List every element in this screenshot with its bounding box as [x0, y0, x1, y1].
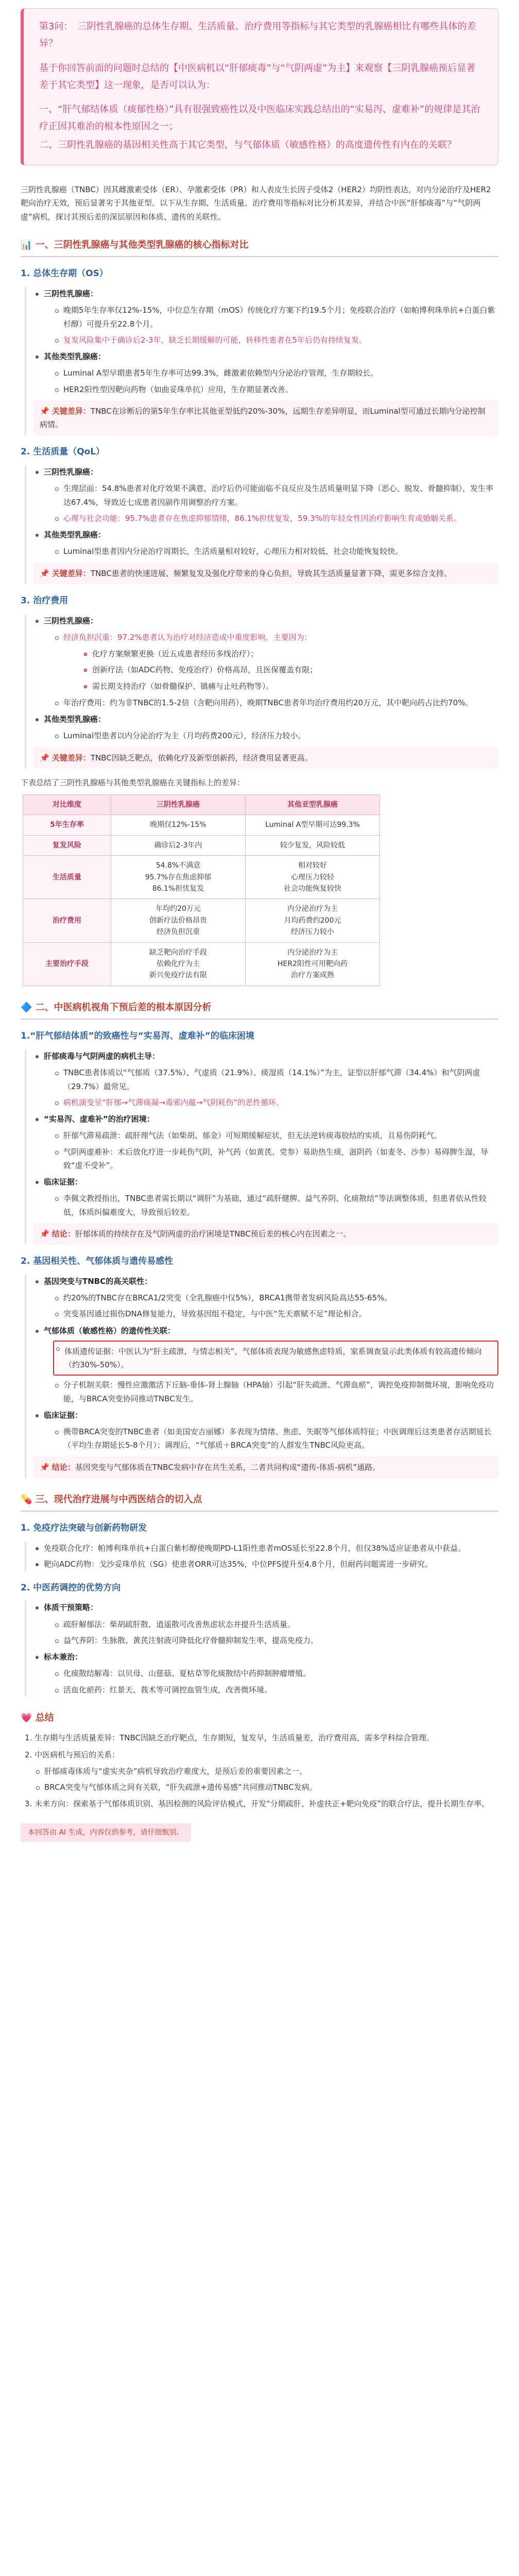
- question-items: [39, 101, 485, 154]
- list-item: 临床证据： 李佩文教授指出，TNBC患者需长期以“调肝”为基础，通过“疏肝健脾、益气养阴、化痰散结”等法调整体质，但患者依从性较低，体质纠偏难度大，导致预后较差。: [33, 1175, 498, 1219]
- heart-icon: 💗: [21, 1712, 36, 1723]
- list-item: “实易泻、虚难补”的治疗困境： 肝郁气滞易疏泄：疏肝理气法（如柴胡、郁金）可短期缓解症状，但无法逆转痰毒胶结的实质，且易伤阴耗气。 气阴两虚难补：术后放化疗进一步耗伤气阴，补气药（如黄芪、党参）易助热生痰，滋阴药（如麦冬、沙参）易碍脾生湿，导致“虚不受补”。: [33, 1112, 498, 1172]
- subsection-title: 1. 总体生存期（OS）: [21, 268, 108, 279]
- table-header-cell: 三阴性乳腺癌: [111, 795, 246, 815]
- list-item: 标本兼治： 化痰散结解毒：以贝母、山慈菇、夏枯草等化痰散结中药抑制肿瘤增殖。 活血化瘀药：红景天、莪术等可调控血管生成，改善微环境。: [33, 1650, 498, 1697]
- list-item: 基因突变与TNBC的高关联性： 约20%的TNBC存在BRCA1/2突变（全乳腺癌中仅5%），BRCA1携带者发病风险高达55-65%。 突变基因通过损伤DNA修复能力，导致基因组不稳定，与中医“先天禀赋不足”理论相合。: [33, 1275, 498, 1321]
- list-item: 心理与社会功能：95.7%患者存在焦虑抑郁情绪，86.1%担忧复发，59.3%的年轻女性因治疗影响生育或婚姻关系。: [53, 512, 498, 525]
- table-cell: 较少复发，风险较低: [246, 835, 380, 855]
- comparison-table: [23, 794, 380, 986]
- list-item: 三阴性乳腺癌： 晚期5年生存率仅12%-15%，中位总生存期（mOS）传统化疗方案下约19.5个月；免疫联合治疗（如帕博利珠单抗+白蛋白紫杉醇）可提升至22.8个月。 复发风险集中于确诊后2-3年，缺乏长期缓解的可能，转移性患者在5年后仍有持续复发。: [33, 287, 498, 347]
- list-item: Luminal型患者以内分泌治疗为主（月均药费200元），经济压力较小。: [53, 729, 498, 742]
- list-item: 复发风险集中于确诊后2-3年，缺乏长期缓解的可能，转移性患者在5年后仍有持续复发。: [53, 333, 498, 347]
- list-item: 李佩文教授指出，TNBC患者需长期以“调肝”为基础，通过“疏肝健脾、益气养阴、化痰散结”等法调整体质，但患者依从性较低，体质纠偏难度大，导致预后较差。: [53, 1192, 498, 1219]
- diamond-icon: 🔷: [21, 1002, 36, 1013]
- summary-item: 3. 未来方向：探索基于气郁体质识别、基因检测的风险评估模式，开发“分期疏肝、补虚扶正+靶向免疫”的联合疗法，提升长期生存率。: [25, 1799, 490, 1809]
- list-item: 其他类型乳腺癌： Luminal A型早期患者5年生存率可达99.3%，雌激素依赖型内分泌治疗管理，生存期较长。 HER2阳性型因靶向药物（如曲妥珠单抗）应用，生存期显著改善。: [33, 350, 498, 396]
- key-icon: 📌: [40, 406, 52, 416]
- list-item: 创新疗法（如ADC药物、免疫治疗）价格高昂，且医保覆盖有限；: [82, 663, 498, 676]
- summary-list: [21, 1731, 498, 1810]
- table-cell: 内分泌治疗为主 月均药费约200元 经济压力较小: [246, 899, 380, 942]
- section-title-part1: 📊 一、三阴性乳腺癌与其他类型乳腺癌的核心指标对比: [21, 237, 498, 258]
- list-item: 三阴性乳腺癌： 生理层面：54.8%患者对化疗效果不满意，治疗后仍可能面临不良反应及生活质量明显下降（恶心、脱发、骨髓抑制），发生率达67.4%，导致近七成患者因副作用调整治疗方案。 心理与社会功能：95.7%患者存在焦虑抑郁情绪，86.1%担忧复发，59.3%的年轻女性因治疗影响生育或婚姻关系。: [33, 465, 498, 525]
- subsection-title: 2. 中医药调控的优势方向: [21, 1582, 121, 1593]
- list-item: 晚期5年生存率仅12%-15%，中位总生存期（mOS）传统化疗方案下约19.5个月；免疫联合治疗（如帕博利珠单抗+白蛋白紫杉醇）可提升至22.8个月。: [53, 303, 498, 331]
- ai-disclaimer: 本回答由 AI 生成，内容仅供参考，请仔细甄别。: [21, 1823, 191, 1842]
- list-item: 其他类型乳腺癌： Luminal型患者因内分泌治疗周期长，生活质量相对较好，心理压力相对较低，社会功能恢复较快。: [33, 528, 498, 558]
- table-row: [23, 835, 380, 855]
- table-row: [23, 942, 380, 986]
- question-item-2: 二、三阴性乳腺癌的基因相关性高于其它类型，与气郁体质（敏感性格）的高度遗传性有内在的关联？: [39, 139, 456, 150]
- subsection-title: 1.“肝气郁结体质”的致癌性与“实易泻、虚难补”的临床困境: [21, 1031, 254, 1042]
- table-cell: 治疗费用: [23, 899, 111, 942]
- list-item: 肝郁气滞易疏泄：疏肝理气法（如柴胡、郁金）可短期缓解症状，但无法逆转痰毒胶结的实质，且易伤阴耗气。: [53, 1129, 498, 1142]
- table-cell: 复发风险: [23, 835, 111, 855]
- table-row: [23, 899, 380, 942]
- key-point: 📌 关键差异：TNBC因缺乏靶点，依赖化疗及新型创新药，经济费用显著更高。: [33, 747, 498, 769]
- list-item: BRCA突变与气郁体质之间有关联，“肝失疏泄+遗传易感”共同推动TNBC发病。: [34, 1781, 498, 1794]
- list-item: 靶向ADC药物：戈沙妥珠单抗（SG）使患者ORR可达35%，中位PFS提升至4.8个月，但耐药问题需进一步研究。: [33, 1557, 498, 1571]
- subsection-block: [25, 1601, 498, 1697]
- list-item: 三阴性乳腺癌： 经济负担沉重：97.2%患者认为治疗对经济造成中重度影响，主要因为： 化疗方案频繁更换（近五成患者经历多线治疗）； 创新疗法（如ADC药物、免疫治疗）价格高昂，且医保覆盖有限； 需长期支持治疗（如骨髓保护、镇痛与止吐药物等）。 年治疗费用：约为非TNBC的1.5-2倍（含靶向用药），晚期TNBC患者年均治疗费用约20万元，其中靶向药占比约70%。: [33, 614, 498, 710]
- question-box: [21, 8, 498, 165]
- table-cell: 内分泌治疗为主 HER2阳性可用靶向药 治疗方案成熟: [246, 942, 380, 986]
- subsection-block: [25, 287, 498, 435]
- table-cell: 年均约20万元 创新疗法价格昂贵 经济负担沉重: [111, 899, 246, 942]
- summary-item: 1. 生存期与生活质量差异：TNBC因缺乏治疗靶点，生存期短，复发早，生活质量差，治疗费用高，需多学科综合管理。: [25, 1733, 434, 1743]
- list-item: 临床证据： 携带BRCA突变的TNBC患者（如美国安吉丽娜）多表现为情绪、焦虑、失眠等气郁体质特征；中医调理后这类患者存活期延长（平均生存期延长5-8个月）；调理后，“气郁质＋BRCA突变”的人群发生TNBC风险更高。: [33, 1409, 498, 1452]
- list-item: 体质干预策略： 疏肝解郁法：柴胡疏肝散、逍遥散可改善焦虑状态并提升生活质量。 益气养阴：生脉散、黄芪注射液可降低化疗骨髓抑制发生率，提高免疫力。: [33, 1601, 498, 1647]
- key-icon: 📌: [40, 753, 52, 762]
- subsection-title: 2. 基因相关性、气郁体质与遗传易感性: [21, 1256, 174, 1267]
- key-icon: 📌: [40, 1229, 52, 1239]
- summary-title: 💗 总结: [21, 1712, 54, 1723]
- subsection-block: [25, 1275, 498, 1478]
- list-item: 气阴两虚难补：术后放化疗进一步耗伤气阴，补气药（如黄芪、党参）易助热生痰，滋阴药（如麦冬、沙参）易碍脾生湿，导致“虚不受补”。: [53, 1145, 498, 1173]
- list-item: 需长期支持治疗（如骨髓保护、镇痛与止吐药物等）。: [82, 680, 498, 693]
- table-cell: 主要治疗手段: [23, 942, 111, 986]
- list-item: TNBC患者体质以“气郁质（37.5%）、气虚质（21.9%）、痰湿质（14.1%）”为主，证型以肝郁气滞（34.4%）和气阴两虚（29.7%）最常见。: [53, 1066, 498, 1093]
- list-item: 年治疗费用：约为非TNBC的1.5-2倍（含靶向用药），晚期TNBC患者年均治疗费用约20万元，其中靶向药占比约70%。: [53, 696, 498, 709]
- list-item: 携带BRCA突变的TNBC患者（如美国安吉丽娜）多表现为情绪、焦虑、失眠等气郁体质特征；中医调理后这类患者存活期延长（平均生存期延长5-8个月）；调理后，“气郁质＋BRCA突变”的人群发生TNBC风险更高。: [53, 1425, 498, 1452]
- table-cell: 相对较好 心理压力较轻 社会功能恢复较快: [246, 856, 380, 899]
- question-title: 第3问： 三阴性乳腺癌的总体生存期、生活质量、治疗费用等指标与其它类型的乳腺癌相比有哪些具体的差异？: [39, 21, 476, 49]
- chart-icon: 📊: [21, 239, 36, 250]
- intro-paragraph: 三阴性乳腺癌（TNBC）因其雌激素受体（ER）、孕激素受体（PR）和人表皮生长因子受体2（HER2）均阴性表达，对内分泌治疗及HER2靶向治疗无效，预后显著劣于其他亚型。以下从生存期、生活质量、治疗费用等指标对比分析其差异，并结合中医“肝郁痰毒”与“气阴两虚”病机，探讨其预后差的深层原因和体质、遗传的关联性。: [21, 185, 491, 222]
- table-cell: Luminal A型早期可达99.3%: [246, 815, 380, 835]
- table-header-row: [23, 795, 380, 815]
- subsection-block: [25, 614, 498, 769]
- key-point: 📌 关键差异：TNBC在诊断后的第5年生存率比其他亚型低约20%-30%，远期生存差异明显，而Luminal型可通过长期内分泌控制病情。: [33, 400, 498, 436]
- list-item: Luminal A型早期患者5年生存率可达99.3%，雌激素依赖型内分泌治疗管理，生存期较长。: [53, 366, 498, 380]
- key-point: 📌 结论：基因突变与气郁体质在TNBC发病中存在共生关系，二者共同构成“遗传-体质-病机”通路。: [33, 1456, 498, 1478]
- subsection-block: [25, 465, 498, 584]
- table-cell: 54.8%不满意 95.7%存在焦虑抑郁 86.1%担忧复发: [111, 856, 246, 899]
- list-item: 肝郁痰毒与气阴两虚的病机主导： TNBC患者体质以“气郁质（37.5%）、气虚质（21.9%）、痰湿质（14.1%）”为主，证型以肝郁气滞（34.4%）和气阴两虚（29.7%）最常见。 病机演变呈“肝郁→气滞痰凝→毒邪内蕴→气阴耗伤”的恶性循环。: [33, 1049, 498, 1109]
- list-item: 经济负担沉重：97.2%患者认为治疗对经济造成中重度影响，主要因为： 化疗方案频繁更换（近五成患者经历多线治疗）； 创新疗法（如ADC药物、免疫治疗）价格高昂，且医保覆盖有限； 需长期支持治疗（如骨髓保护、镇痛与止吐药物等）。: [53, 631, 498, 693]
- list-item: 约20%的TNBC存在BRCA1/2突变（全乳腺癌中仅5%），BRCA1携带者发病风险高达55-65%。: [53, 1291, 498, 1304]
- question-text: 基于你回答前面的问题时总结的【中医病机以“肝郁痰毒”与“气阴两虚”为主】来观察【三阴乳腺癌预后显著差于其它类型】这一现象，是否可以认为：: [39, 62, 476, 91]
- list-item: 益气养阴：生脉散、黄芪注射液可降低化疗骨髓抑制发生率，提高免疫力。: [53, 1634, 498, 1647]
- key-icon: 📌: [40, 568, 52, 578]
- question-item-1: 一、“肝气郁结体质（痰郁性格）”具有很强致癌性以及中医临床实践总结出的“实易泻、虚难补”的规律是其治疗正因其难治的根本性原因之一；: [39, 104, 480, 132]
- table-header-cell: 其他亚型乳腺癌: [246, 795, 380, 815]
- subsection-block: [25, 1541, 498, 1571]
- list-item: 疏肝解郁法：柴胡疏肝散、逍遥散可改善焦虑状态并提升生活质量。: [53, 1618, 498, 1631]
- key-point: 📌 结论：肝郁体质的持续存在及气阴两虚的治疗困境是TNBC预后差的核心内在因素之一。: [33, 1223, 498, 1245]
- list-item: 化疗方案频繁更换（近五成患者经历多线治疗）；: [82, 647, 498, 660]
- subsection-title: 1. 免疫疗法突破与创新药物研发: [21, 1523, 147, 1534]
- list-item: 肝郁痰毒体质与“虚实夹杂”病机导致治疗难度大，是预后差的重要因素之一。: [34, 1765, 498, 1778]
- table-cell: 确诊后2-3年内: [111, 835, 246, 855]
- table-cell: 5年生存率: [23, 815, 111, 835]
- list-item: 分子机制关联：慢性应激激活下丘脑-垂体-肾上腺轴（HPA轴）引起“肝失疏泄、气滞血瘀”，调控免疫抑制微环境，影响免疫功能，与BRCA突变协同推动TNBC发生。: [53, 1378, 498, 1405]
- list-item: 气郁体质（敏感性格）的遗传性关联： 体质遗传证据：中医认为“肝主疏泄，与情志相关”，气郁体质表现为敏感焦虑特质，家系调查显示此类体质有较高遗传倾向（约30%-50%）。 分子机制关联：慢性应激激活下丘脑-垂体-肾上腺轴（HPA轴）引起“肝失疏泄、气滞血瘀”，调控免疫抑制微环境，影响免疫功能，与BRCA突变协同推动TNBC发生。: [33, 1324, 498, 1405]
- key-icon: 📌: [40, 1462, 52, 1472]
- subsection-block: [25, 1049, 498, 1245]
- list-item: 活血化瘀药：红景天、莪术等可调控血管生成，改善微环境。: [53, 1683, 498, 1697]
- list-item: 化痰散结解毒：以贝母、山慈菇、夏枯草等化痰散结中药抑制肿瘤增殖。: [53, 1667, 498, 1680]
- list-item: 其他类型乳腺癌： Luminal型患者以内分泌治疗为主（月均药费200元），经济压力较小。: [33, 713, 498, 743]
- list-item: Luminal型患者因内分泌治疗周期长，生活质量相对较好，心理压力相对较低，社会功能恢复较快。: [53, 545, 498, 558]
- pill-icon: 💊: [21, 1494, 36, 1505]
- list-item: 病机演变呈“肝郁→气滞痰凝→毒邪内蕴→气阴耗伤”的恶性循环。: [53, 1096, 498, 1109]
- table-row: [23, 856, 380, 899]
- list-item: HER2阳性型因靶向药物（如曲妥珠单抗）应用，生存期显著改善。: [53, 383, 498, 396]
- section-title-part3: 💊 三、现代治疗进展与中西医结合的切入点: [21, 1492, 498, 1512]
- list-item: 体质遗传证据：中医认为“肝主疏泄，与情志相关”，气郁体质表现为敏感焦虑特质，家系调查显示此类体质有较高遗传倾向（约30%-50%）。: [53, 1341, 498, 1376]
- key-point: 📌 关键差异：TNBC患者的快速进展、频繁复发及强化疗带来的身心负担，导致其生活质量显著下降，需更多综合支持。: [33, 563, 498, 584]
- table-cell: 缺乏靶向治疗手段 依赖化疗为主 新兴免疫疗法有限: [111, 942, 246, 986]
- table-caption: 下表总结了三阴性乳腺癌与其他类型乳腺癌在关键指标上的差异：: [21, 777, 245, 787]
- summary-item: 2. 中医病机与预后的关系： 肝郁痰毒体质与“虚实夹杂”病机导致治疗难度大，是预后差的重要因素之一。 BRCA突变与气郁体质之间有关联，“肝失疏泄+遗传易感”共同推动TNBC发病。: [21, 1748, 498, 1794]
- table-row: [23, 815, 380, 835]
- table-cell: 生活质量: [23, 856, 111, 899]
- table-header-cell: 对比维度: [23, 795, 111, 815]
- section-title-part2: 🔷 二、中医病机视角下预后差的根本原因分析: [21, 999, 498, 1020]
- list-item: 突变基因通过损伤DNA修复能力，导致基因组不稳定，与中医“先天禀赋不足”理论相合。: [53, 1307, 498, 1320]
- list-item: 免疫联合化疗：帕博利珠单抗+白蛋白紫杉醇使晚期PD-L1阳性患者mOS延长至22.8个月，但仅38%适应证患者从中获益。: [33, 1541, 498, 1555]
- list-item: 生理层面：54.8%患者对化疗效果不满意，治疗后仍可能面临不良反应及生活质量明显下降（恶心、脱发、骨髓抑制），发生率达67.4%，导致近七成患者因副作用调整治疗方案。: [53, 482, 498, 509]
- table-cell: 晚期仅12%-15%: [111, 815, 246, 835]
- subsection-title: 3. 治疗费用: [21, 595, 68, 606]
- subsection-title: 2. 生活质量（QoL）: [21, 447, 105, 457]
